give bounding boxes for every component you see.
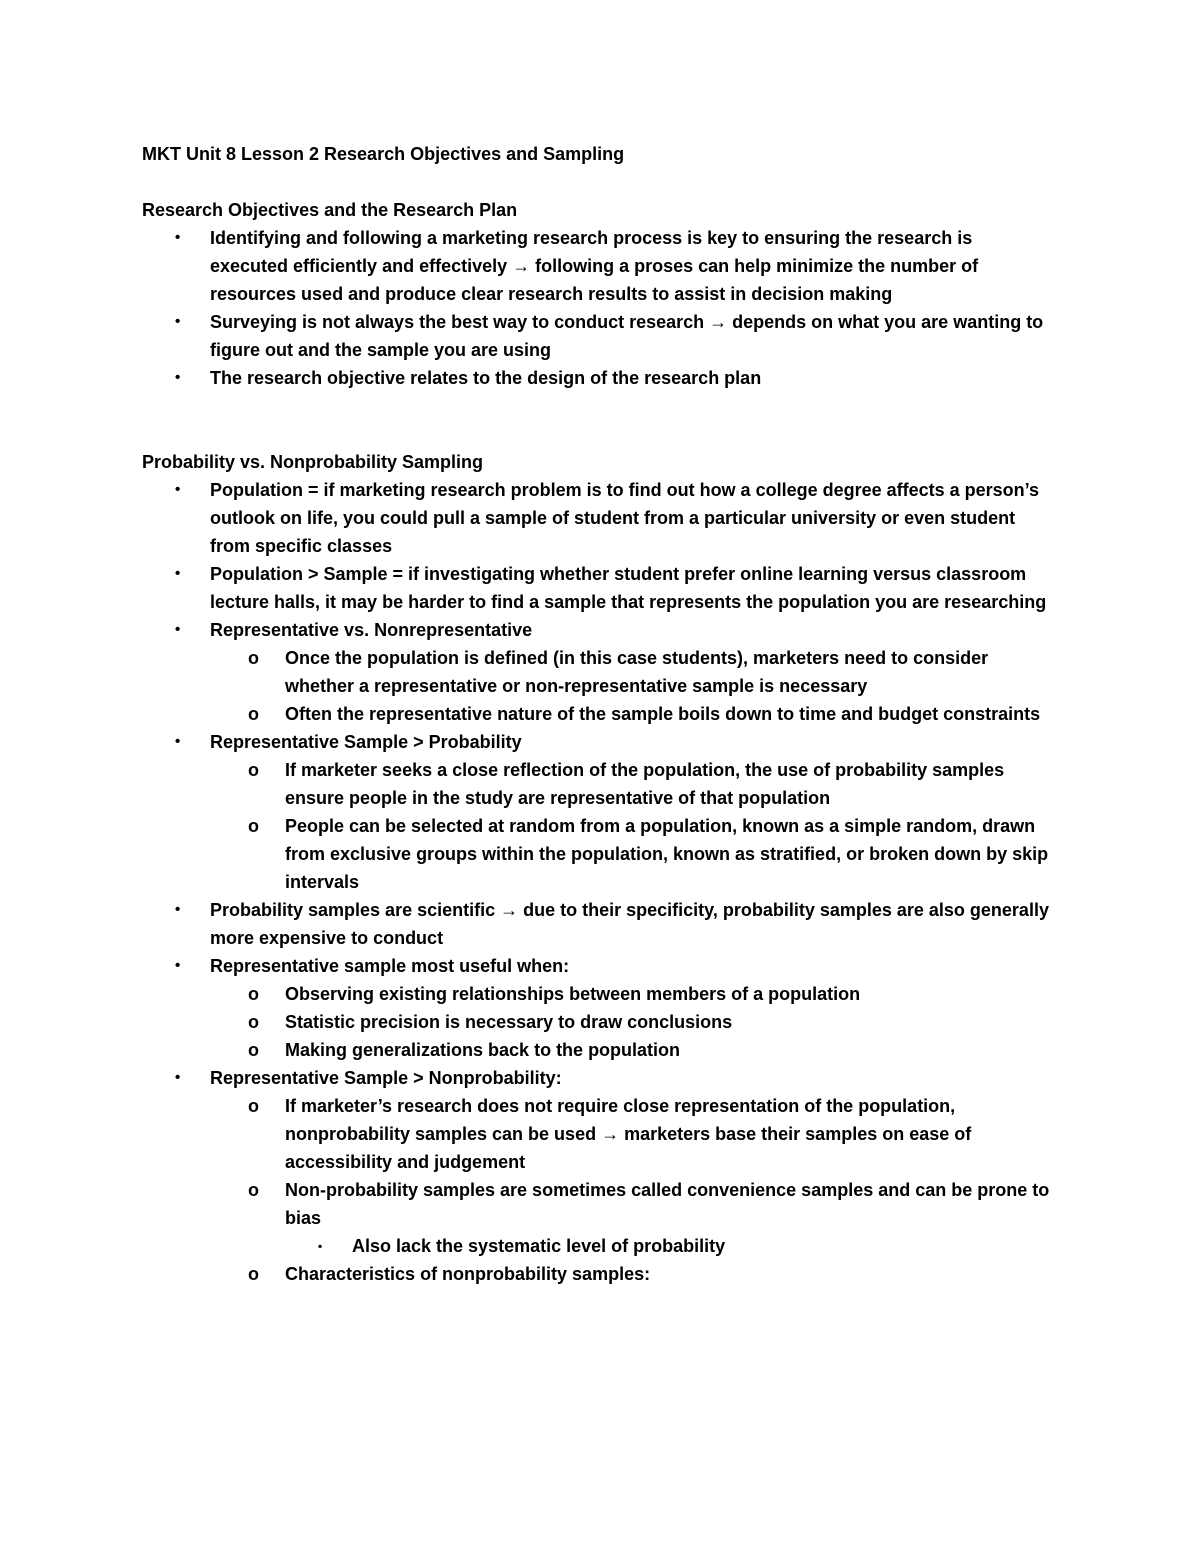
bullet-marker-level2: o: [248, 1040, 259, 1060]
list-item: [142, 364, 1054, 392]
bullet-marker-level3: ▪: [318, 1239, 323, 1253]
list-item-text: Representative vs. Nonrepresentative: [210, 620, 533, 640]
list-item: [142, 616, 1054, 644]
bullet-marker-level1: •: [175, 369, 181, 386]
sections: [142, 196, 1054, 1288]
section-heading: Probability vs. Nonprobability Sampling: [142, 452, 484, 472]
list-item-text: Identifying and following a marketing research process is key to ensuring the research is executed efficiently and effectively → following a proses can help minimize the number of resources used and produce clear research results to assist in decision making: [210, 228, 979, 304]
list-item: [142, 1260, 1054, 1288]
list-item: [142, 1092, 1054, 1176]
list-item: [142, 812, 1054, 896]
bullet-marker-level2: o: [248, 1264, 259, 1284]
list-item-text: The research objective relates to the design of the research plan: [210, 368, 762, 388]
list-item: [142, 700, 1054, 728]
bullet-marker-level2: o: [248, 648, 259, 668]
section-heading: Research Objectives and the Research Plan: [142, 200, 518, 220]
list-item: [142, 896, 1054, 952]
list-item: [142, 476, 1054, 560]
list-item-text: People can be selected at random from a population, known as a simple random, drawn from exclusive groups within the population, known as stratified, or broken down by skip intervals: [285, 816, 1049, 892]
bullet-marker-level1: •: [175, 565, 181, 582]
bullet-marker-level1: •: [175, 229, 181, 246]
list-item-text: If marketer seeks a close reflection of the population, the use of probability samples ensure people in the study are representative of that population: [285, 760, 1005, 808]
bullet-marker-level1: •: [175, 957, 181, 974]
list-item: [142, 224, 1054, 308]
list-item-text: Also lack the systematic level of probability: [352, 1236, 726, 1256]
bullet-marker-level1: •: [175, 621, 181, 638]
bullet-marker-level1: •: [175, 1069, 181, 1086]
list-item-text: Statistic precision is necessary to draw conclusions: [285, 1012, 733, 1032]
list-item: [142, 308, 1054, 364]
bullet-marker-level2: o: [248, 760, 259, 780]
list-item-text: Population = if marketing research problem is to find out how a college degree affects a person’s outlook on life, you could pull a sample of student from a particular university or even student from specific classes: [210, 480, 1040, 556]
list-item-text: If marketer’s research does not require close representation of the population, nonprobability samples can be used → marketers base their samples on ease of accessibility and judgement: [285, 1096, 972, 1172]
document-title: MKT Unit 8 Lesson 2 Research Objectives and Sampling: [142, 144, 625, 164]
list-item-text: Once the population is defined (in this case students), marketers need to consider whether a representative or non-representative sample is necessary: [285, 648, 989, 696]
list-item-text: Representative Sample > Probability: [210, 732, 522, 752]
bullet-marker-level1: •: [175, 313, 181, 330]
list-item-text: Surveying is not always the best way to conduct research → depends on what you are wanting to figure out and the sample you are using: [210, 312, 1044, 360]
bullet-marker-level1: •: [175, 733, 181, 750]
bullet-marker-level1: •: [175, 481, 181, 498]
list-item-text: Observing existing relationships between members of a population: [285, 984, 861, 1004]
list-item-text: Making generalizations back to the population: [285, 1040, 681, 1060]
list-item: [142, 1064, 1054, 1092]
list-item: [142, 1232, 1054, 1260]
bullet-marker-level2: o: [248, 816, 259, 836]
bullet-marker-level2: o: [248, 1180, 259, 1200]
list-item: [142, 1176, 1054, 1232]
list-item: [142, 1036, 1054, 1064]
list-item: [142, 728, 1054, 756]
list-item-text: Non-probability samples are sometimes called convenience samples and can be prone to bias: [285, 1180, 1050, 1228]
list-item: [142, 756, 1054, 812]
list-item: [142, 980, 1054, 1008]
list-item-text: Population > Sample = if investigating whether student prefer online learning versus classroom lecture halls, it may be harder to find a sample that represents the population you are researching: [210, 564, 1047, 612]
list-item: [142, 952, 1054, 980]
list-item: [142, 644, 1054, 700]
bullet-marker-level1: •: [175, 901, 181, 918]
section: [142, 196, 1054, 392]
list-item-text: Probability samples are scientific → due to their specificity, probability samples are also generally more expensive to conduct: [210, 900, 1049, 948]
list-item-text: Characteristics of nonprobability samples:: [285, 1264, 651, 1284]
list-item-text: Representative Sample > Nonprobability:: [210, 1068, 562, 1088]
list-item-text: Often the representative nature of the sample boils down to time and budget constraints: [285, 704, 1041, 724]
section: [142, 448, 1054, 1288]
bullet-marker-level2: o: [248, 1096, 259, 1116]
list-item-text: Representative sample most useful when:: [210, 956, 570, 976]
bullet-marker-level2: o: [248, 704, 259, 724]
bullet-marker-level2: o: [248, 984, 259, 1004]
list-item: [142, 560, 1054, 616]
list-item: [142, 1008, 1054, 1036]
bullet-marker-level2: o: [248, 1012, 259, 1032]
